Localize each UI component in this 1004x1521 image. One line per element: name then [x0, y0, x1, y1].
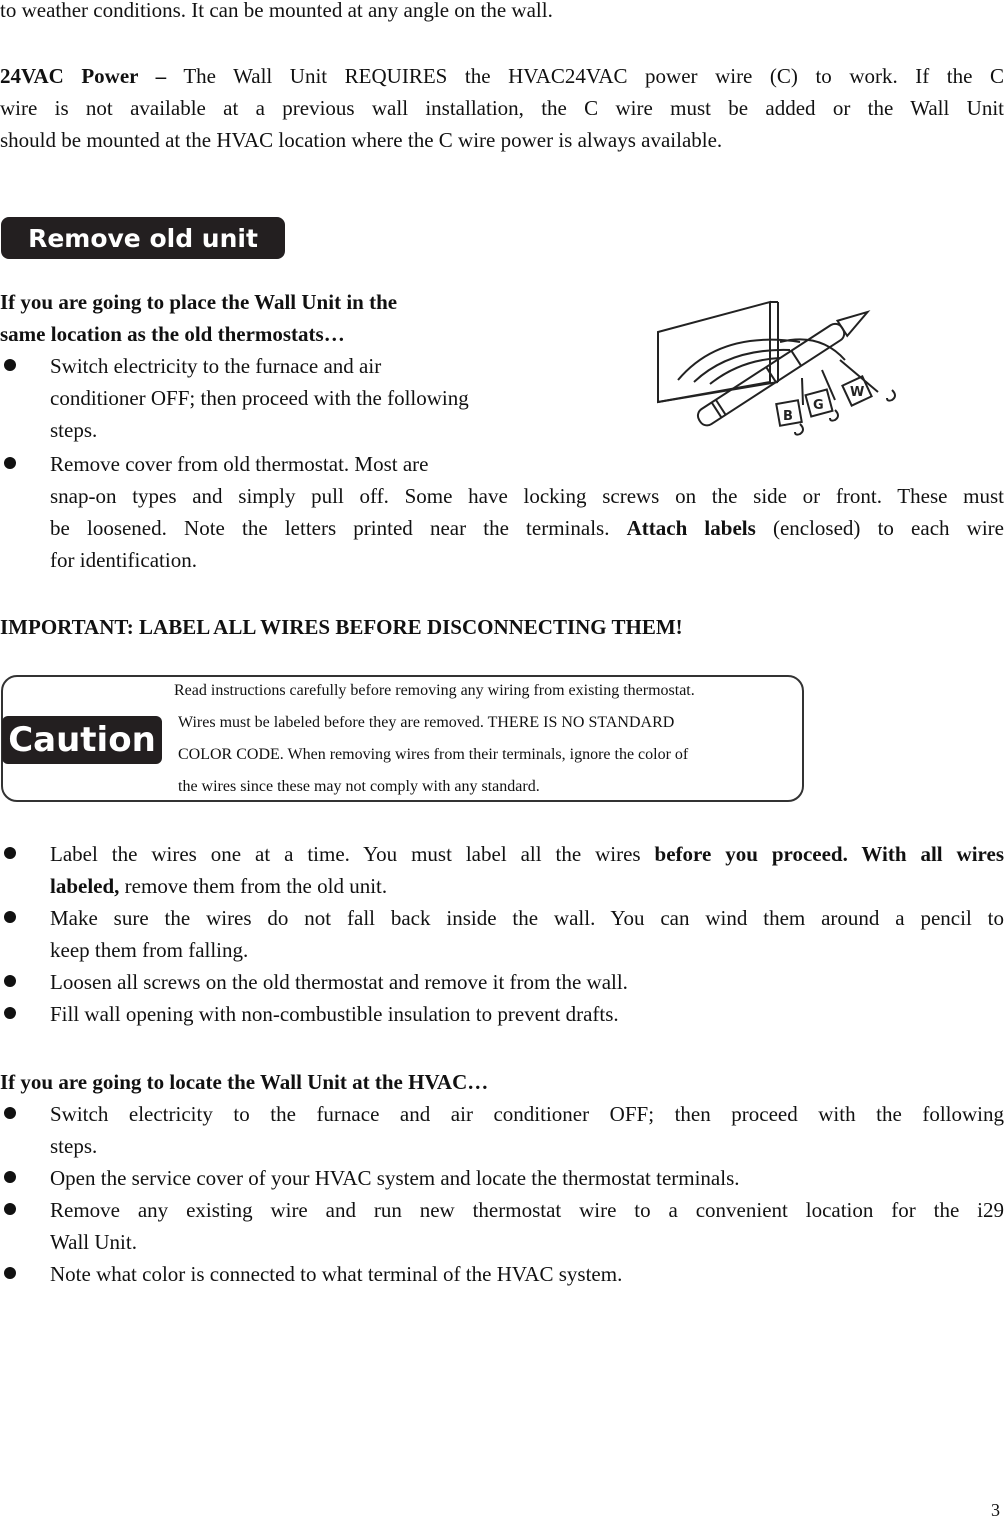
bullet-icon: [4, 359, 16, 371]
caution-text-line: Read instructions carefully before removing any wiring from existing thermostat.: [174, 682, 695, 699]
bullet-icon: [4, 1007, 16, 1019]
bullet-text: Fill wall opening with non-combustible insulation to prevent drafts.: [50, 1002, 619, 1026]
power-paragraph-line3: should be mounted at the HVAC location where the C wire power is always available.: [0, 128, 723, 152]
bullet-text: Switch electricity to the furnace and air conditioner OFF; then proceed with the following: [50, 1102, 1004, 1126]
page-number: 3: [991, 1500, 1000, 1520]
bullet-text: Note what color is connected to what terminal of the HVAC system.: [50, 1262, 623, 1286]
bullet-text: Remove cover from old thermostat. Most are: [50, 452, 429, 476]
bullet-text: Switch electricity to the furnace and air: [50, 354, 382, 378]
bullet-text: Make sure the wires do not fall back inside the wall. You can wind them around a pencil to: [50, 906, 1004, 930]
caution-text-line: Wires must be labeled before they are removed. THERE IS NO STANDARD: [178, 714, 675, 731]
attach-labels-emphasis: Attach labels: [626, 516, 756, 540]
bullet-text: steps.: [50, 1134, 98, 1158]
bullet-icon: [4, 1171, 16, 1183]
power-label: 24VAC Power –: [0, 64, 167, 88]
svg-text:W: W: [850, 385, 865, 400]
hvac-location-heading: If you are going to locate the Wall Unit at the HVAC…: [0, 1070, 489, 1094]
remove-old-unit-badge: Remove old unit: [1, 217, 285, 259]
bullet-icon: [4, 1267, 16, 1279]
bullet-text: Open the service cover of your HVAC system and locate the thermostat terminals.: [50, 1166, 740, 1190]
caution-text-line: the wires since these may not comply with any standard.: [178, 778, 540, 795]
bullet-text: keep them from falling.: [50, 938, 249, 962]
bullet-text: Loosen all screws on the old thermostat and remove it from the wall.: [50, 970, 628, 994]
bullet-text: be loosened. Note the letters printed near the terminals. Attach labels (enclosed) to each wire: [50, 516, 1004, 540]
bullet-text: Wall Unit.: [50, 1230, 137, 1254]
important-warning: IMPORTANT: LABEL ALL WIRES BEFORE DISCONNECTING THEM!: [0, 615, 683, 639]
intro-text: to weather conditions. It can be mounted at any angle on the wall.: [0, 0, 553, 22]
bullet-text: Remove any existing wire and run new thermostat wire to a convenient location for the i29: [50, 1198, 1004, 1222]
caution-badge: Caution: [2, 716, 162, 764]
same-location-heading-line1: If you are going to place the Wall Unit in the: [0, 290, 398, 314]
caution-text-line: COLOR CODE. When removing wires from their terminals, ignore the color of: [178, 746, 689, 763]
pencil-wire-labels-illustration: [650, 290, 910, 440]
power-paragraph-line2: wire is not available at a previous wall installation, the C wire must be added or the Wall Unit: [0, 96, 1004, 120]
bullet-text: for identification.: [50, 548, 197, 572]
svg-text:G: G: [813, 398, 824, 413]
bullet-icon: [4, 975, 16, 987]
bullet-text: conditioner OFF; then proceed with the following: [50, 386, 469, 410]
bullet-icon: [4, 1203, 16, 1215]
bullet-icon: [4, 911, 16, 923]
bullet-text: steps.: [50, 418, 98, 442]
power-paragraph-line1: 24VAC Power – The Wall Unit REQUIRES the HVAC24VAC power wire (C) to work. If the C: [0, 64, 1004, 88]
bullet-text: snap-on types and simply pull off. Some have locking screws on the side or front. These must: [50, 484, 1004, 508]
bullet-text: Label the wires one at a time. You must label all the wires before you proceed. With all wires: [50, 842, 1004, 866]
bullet-icon: [4, 1107, 16, 1119]
same-location-heading-line2: same location as the old thermostats…: [0, 322, 345, 346]
bullet-icon: [4, 457, 16, 469]
bullet-icon: [4, 847, 16, 859]
svg-text:B: B: [783, 409, 793, 424]
bullet-text: labeled, remove them from the old unit.: [50, 874, 388, 898]
